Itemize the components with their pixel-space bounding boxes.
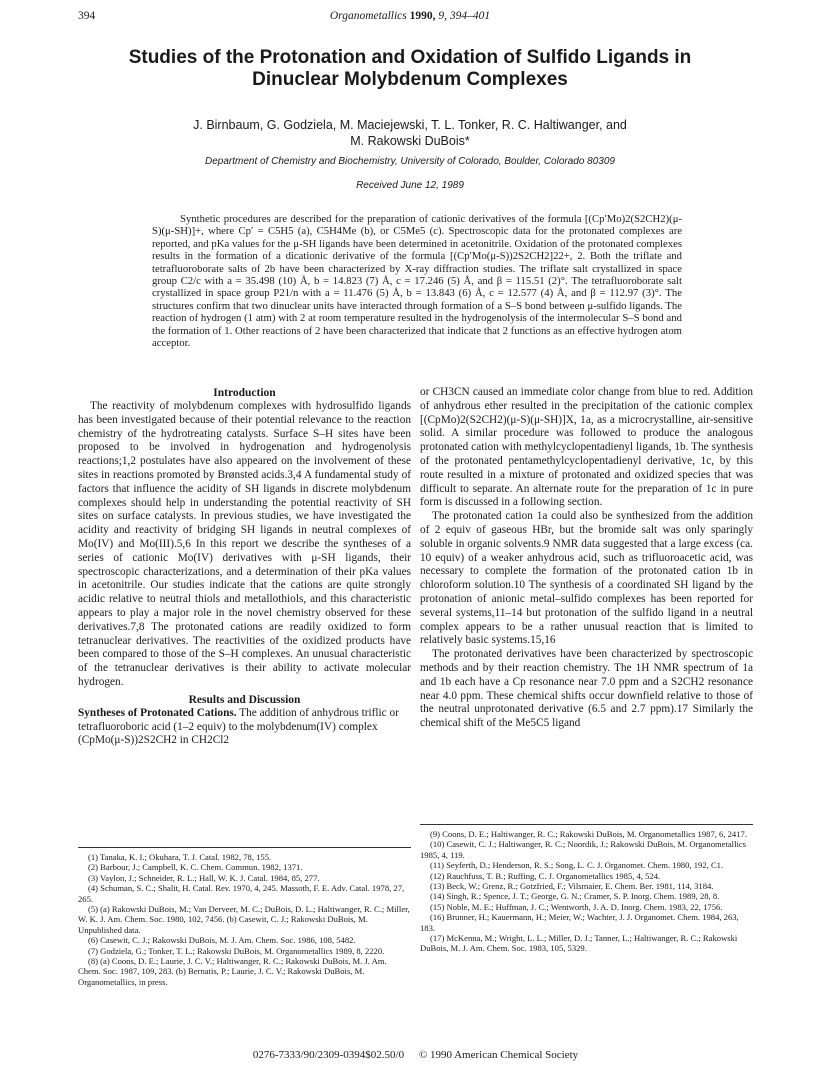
footnotes-left	[78, 847, 411, 987]
footnote: (12) Rauchfuss, T. B.; Ruffing, C. J. Organometallics 1985, 4, 524.	[430, 870, 661, 881]
journal-name: Organometallics	[329, 10, 407, 22]
publication-code: 0276-7333/90/2309-0394$02.50/0	[252, 1049, 405, 1061]
page-number: 394	[78, 10, 96, 22]
footnote: (15) Noble, M. E.; Huffman, J. C.; Wentworth, J. A. D. Inorg. Chem. 1983, 22, 1756.	[430, 901, 723, 912]
title-line-2: Dinuclear Molybdenum Complexes	[252, 69, 568, 90]
right-column	[420, 386, 753, 731]
abstract	[152, 213, 682, 349]
results-heading: Results and Discussion	[188, 693, 301, 706]
running-head	[78, 10, 742, 26]
footnote: (2) Barbour, J.; Campbell, K. C. Chem. Commun. 1982, 1371.	[88, 862, 303, 873]
footnote: (9) Coons, D. E.; Haltiwanger, R. C.; Rakowski DuBois, M. Organometallics 1987, 6, 2417.	[430, 829, 747, 839]
syntheses-subheading: Syntheses of Protonated Cations.	[78, 706, 237, 719]
footnote: (6) Casewit, C. J.; Rakowski DuBois, M. J. Am. Chem. Soc. 1986, 108, 5482.	[88, 935, 356, 946]
journal-citation	[78, 10, 742, 22]
authors-line-1: J. Birnbaum, G. Godziela, M. Maciejewski, T. L. Tonker, R. C. Haltiwanger, and	[193, 118, 627, 132]
article-title	[110, 47, 710, 91]
copyright-notice: © 1990 American Chemical Society	[418, 1049, 579, 1061]
right-paragraph-2: The protonated cation 1a could also be synthesized from the addition of 2 equiv of gaseous HBr, but the bromide salt was only sparingly soluble in organic solvents.9 NMR data suggested that a large excess (ca. 10 equiv) of a weaker anhydrous acid, such as trifluoroacetic acid, was necessary to complete the formation of the protonated cation 1b in chloroform solution.10 The synthesis of a coordinated SH ligand by the protonation of anionic metal–sulfido complexes has been reported for several systems,11–14 but protonation of the sulfido ligand in a neutral complex appears to be a rather unusual reaction that is limited to relatively basic systems.15,16	[420, 510, 753, 647]
left-column	[78, 386, 411, 748]
footnote: (13) Beck, W.; Grenz, R.; Gotzfried, F.; Vilsmaier, E. Chem. Ber. 1981, 114, 3184.	[430, 881, 714, 892]
footnote: (3) Vaylon, J.; Schneider, R. L.; Hall, W. K. J. Catal. 1984, 85, 277.	[88, 872, 320, 883]
footnotes-right	[420, 824, 753, 954]
affiliation: Department of Chemistry and Biochemistry, University of Colorado, Boulder, Colorado 80309	[204, 156, 615, 167]
author-list	[140, 117, 680, 149]
introduction-text: The reactivity of molybdenum complexes with hydrosulfido ligands has been investigated because of their potential relevance to the reaction chemistry of the hydrotreating catalysts. Surface S–H sites have been proposed to be involved in hydrogenation and hydrogenolysis reactions;1,2 postulates have also appeared on the involvement of these sites in reactions promoted by Brønsted acids.3,4 A fundamental study of factors that influence the acidity of SH ligands in discrete molybdenum complexes should help in understanding the potential reactivity of SH sites on surface catalysts. In previous studies, we have investigated the acidity and reactivity of bridging SH ligands in neutral complexes of Mo(IV) and Mo(III).5,6 In this report we describe the syntheses of a series of cationic Mo(IV) derivatives with μ-SH ligands, their spectroscopic characterizations, and a determination of their pKa values in acetonitrile. Our studies indicate that the cations are quite strongly acidic relative to neutral thiols and metallothiols, and this characteristic appears to play a major role in the novel chemistry observed for these derivatives.7,8 The protonated cations are readily oxidized to form tetranuclear derivatives. The reactivities of the oxidized products have been compared to those of the S–H complexes. An unusual characteristic of the tetranuclear derivatives is their ability to activate molecular hydrogen.	[78, 400, 411, 688]
bottom-line	[78, 1049, 753, 1061]
footnote: (17) McKenna, M.; Wright, L. L.; Miller, D. J.; Tanner, L.; Haltiwanger, R. C.; Rakowski DuBois, M. J. Am. Chem. Soc. 1983, 105, 5329.	[420, 933, 738, 954]
footnote: (16) Brunner, H.; Kauermann, H.; Meier, W.; Wachter, J. J. Organomet. Chem. 1984, 263, 183.	[420, 912, 739, 933]
footnote: (14) Singh, R.; Spence, J. T.; George, G. N.; Cramer, S. P. Inorg. Chem. 1989, 28, 8.	[430, 891, 720, 902]
introduction-heading: Introduction	[213, 387, 276, 399]
footnote: (11) Seyferth, D.; Henderson, R. S.; Song, L. C. J. Organomet. Chem. 1980, 192, C1.	[430, 860, 724, 871]
received-date: Received June 12, 1989	[356, 180, 464, 191]
authors-line-2: M. Rakowski DuBois*	[350, 134, 470, 148]
footnote: (8) (a) Coons, D. E.; Laurie, J. C. V.; Haltiwanger, R. C.; Rakowski DuBois, M. J. Am. Chem. Soc. 1987, 109, 283. (b) Bernatis, P.; Laurie, J. C. V.; Rakowski DuBois, M. Organometallics, in press.	[78, 956, 387, 987]
title-line-1: Studies of the Protonation and Oxidation of Sulfido Ligands in	[128, 47, 692, 68]
journal-volume-pages: 9, 394–401	[438, 10, 491, 22]
journal-year: 1990,	[409, 10, 436, 22]
abstract-text: Synthetic procedures are described for the preparation of cationic derivatives of the formula [(Cp′Mo)2(S2CH2)(μ-S)(μ-SH)]+, where Cp′ = C5H5 (a), C5H4Me (b), or C5Me5 (c). Spectroscopic data for the protonated complexes are reported, and pKa values for the μ-SH ligands have been determined in acetonitrile. Oxidation of the protonated complexes results in the formation of a dicationic derivative of the formula [(Cp′Mo(μ-S))2S2CH2]22+, 2. Both the triflate and tetrafluoroborate salts of 2b have been characterized by X-ray diffraction studies. The triflate salt crystallized in space group C2/c with a = 35.498 (10) Å, b = 14.823 (7) Å, c = 17.246 (5) Å, and β = 115.51 (2)°. The tetrafluoroborate salt crystallized in space group P21/n with a = 11.476 (5) Å, b = 13.843 (6) Å, c = 12.577 (4) Å, and β = 112.97 (3)°. The structures confirm that two dinuclear units have interacted through formation of a S–S bond between μ-sulfido ligands. The reaction of hydrogen (1 atm) with 2 at room temperature resulted in the hydrogenolysis of the intermolecular S–S bond and the formation of 1. Other reactions of 2 have been characterized that indicate that 2 functions as an effective hydrogen atom acceptor.	[152, 213, 682, 350]
right-paragraph-1: or CH3CN caused an immediate color change from blue to red. Addition of anhydrous ether resulted in the precipitation of the cationic complex [(CpMo)2(S2CH2)(μ-S)(μ-SH)]X, 1a, as a microcrystalline, air-sensitive solid. A similar procedure was followed to produce the analogous protonated cation with methylcyclopentadienyl ligands, 1b. The synthesis of the protonated pentamethylcyclopentadienyl derivative, 1c, by this route resulted in a mixture of protonated and oxidized species that was difficult to separate. An alternate route for the preparation of 1c in pure form is discussed in a following section.	[420, 386, 753, 509]
right-paragraph-3: The protonated derivatives have been characterized by spectroscopic methods and by their reaction chemistry. The 1H NMR spectrum of 1a and 1b each have a Cp resonance near 7.0 ppm and a S2CH2 resonance near 4.0 ppm. These chemical shifts occur downfield relative to those of the neutral unprotonated derivative (6.5 and 2.7 ppm).17 Similarly the chemical shift of the Me5C5 ligand	[420, 648, 753, 730]
syntheses-text: The addition of anhydrous triflic or tetrafluoroboric acid (1–2 equiv) to the molybdenum(IV) complex (CpMo(μ-S))2S2CH2 in CH2Cl2	[78, 706, 399, 747]
footnote: (1) Tanaka, K. I.; Okuhara, T. J. Catal. 1982, 78, 155.	[88, 852, 272, 862]
footnote: (10) Casewit, C. J.; Haltiwanger, R. C.; Noordik, J.; Rakowski DuBois, M. Organometallics 1985, 4, 119.	[420, 839, 747, 860]
footnote: (5) (a) Rakowski DuBois, M.; Van Derveer, M. C.; DuBois, D. L.; Haltiwanger, R. C.; Miller, W. K. J. Am. Chem. Soc. 1980, 102, 7456. (b) Casewit, C. J.; Rakowski DuBois, M. Unpublished data.	[78, 904, 410, 935]
footnote: (4) Schuman, S. C.; Shalit, H. Catal. Rev. 1970, 4, 245. Massoth, F. E. Adv. Catal. 1978, 27, 265.	[78, 883, 405, 904]
footnote: (7) Godziela, G.; Tonker, T. L.; Rakowski DuBois, M. Organometallics 1989, 8, 2220.	[88, 945, 385, 956]
